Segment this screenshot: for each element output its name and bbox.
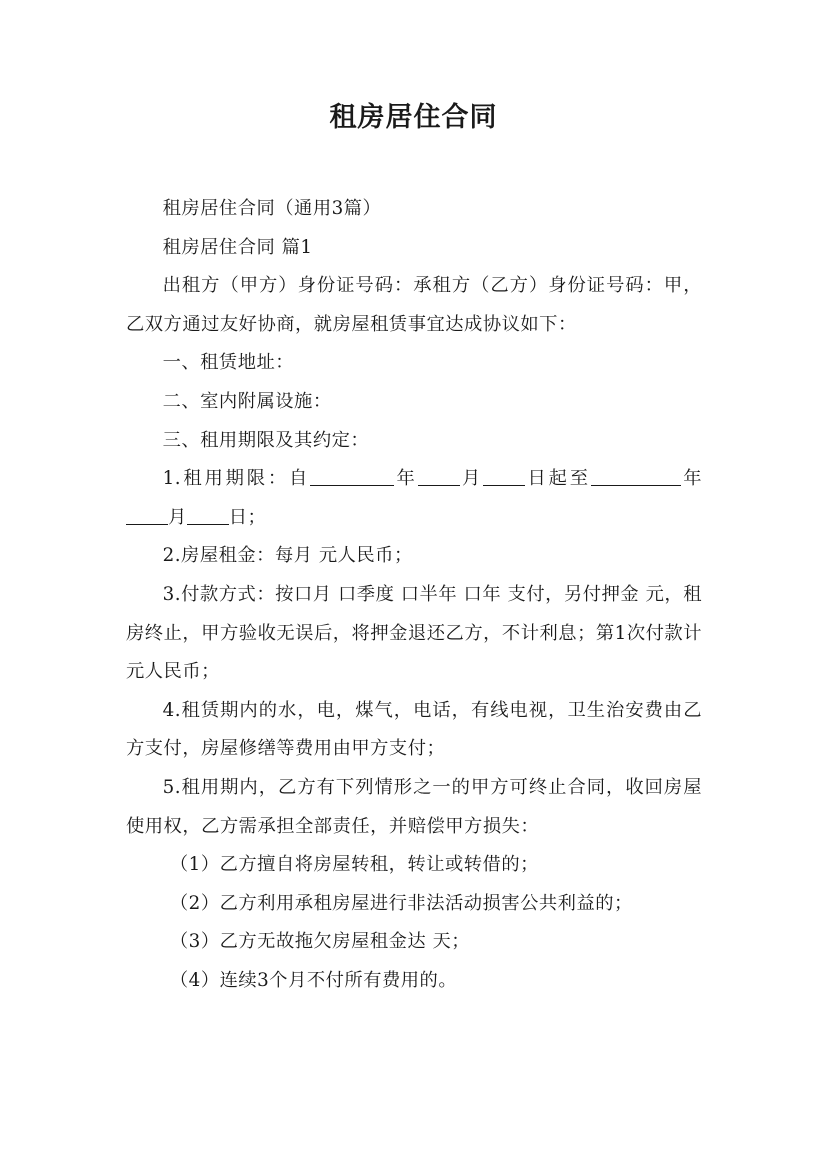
section-heading: 租房居住合同 篇1 — [162, 236, 313, 258]
blank-end-year — [591, 463, 681, 486]
document-title: 租房居住合同 — [329, 102, 498, 133]
blank-end-month — [126, 502, 168, 525]
clause-payment: 3.付款方式：按口月 口季度 口半年 口年 支付，另付押金 元，租房终止，甲方验收无误后，将押金退还乙方，不计利息；第1次付款计 元人民币； — [126, 583, 702, 683]
item-rental-address: 一、租赁地址： — [162, 352, 295, 374]
blank-start-year — [310, 463, 394, 486]
document-subtitle: 租房居住合同（通用3篇） — [162, 198, 382, 219]
blank-end-day — [187, 502, 229, 525]
clause-termination: 5.租用期内，乙方有下列情形之一的甲方可终止合同，收回房屋使用权，乙方需承担全部责任，并赔偿甲方损失： — [126, 776, 702, 837]
clause-utilities: 4.租赁期内的水，电，煤气，电话，有线电视，卫生治安费由乙方支付，房屋修缮等费用由甲方支付； — [126, 699, 702, 760]
clause-rental-period — [126, 460, 702, 537]
document-body — [126, 190, 702, 1000]
clause-rent: 2.房屋租金：每月 元人民币； — [162, 545, 413, 567]
label-day-end: 日； — [228, 506, 267, 528]
label-day-start: 日起至 — [525, 468, 591, 490]
label-month-end: 月 — [168, 506, 187, 528]
item-facilities: 二、室内附属设施： — [162, 390, 332, 412]
label-year-start: 年 — [394, 468, 418, 490]
blank-start-month — [418, 463, 460, 486]
label-month-start: 月 — [459, 468, 484, 490]
label-year-end: 年 — [680, 468, 703, 490]
intro-paragraph: 出租方（甲方）身份证号码：承租方（乙方）身份证号码：甲，乙双方通过友好协商，就房屋租赁事宜达成协议如下： — [126, 275, 702, 335]
termination-condition-3: （3）乙方无故拖欠房屋租金达 天； — [169, 931, 471, 953]
clause-rental-period-prefix: 1.租用期限：自 — [162, 468, 311, 490]
termination-condition-4: （4）连续3个月不付所有费用的。 — [169, 969, 458, 991]
termination-condition-1: （1）乙方擅自将房屋转租，转让或转借的； — [169, 854, 539, 876]
blank-start-day — [483, 463, 525, 486]
item-term: 三、租用期限及其约定： — [162, 429, 370, 451]
termination-condition-2: （2）乙方利用承租房屋进行非法活动损害公共利益的； — [169, 892, 633, 914]
